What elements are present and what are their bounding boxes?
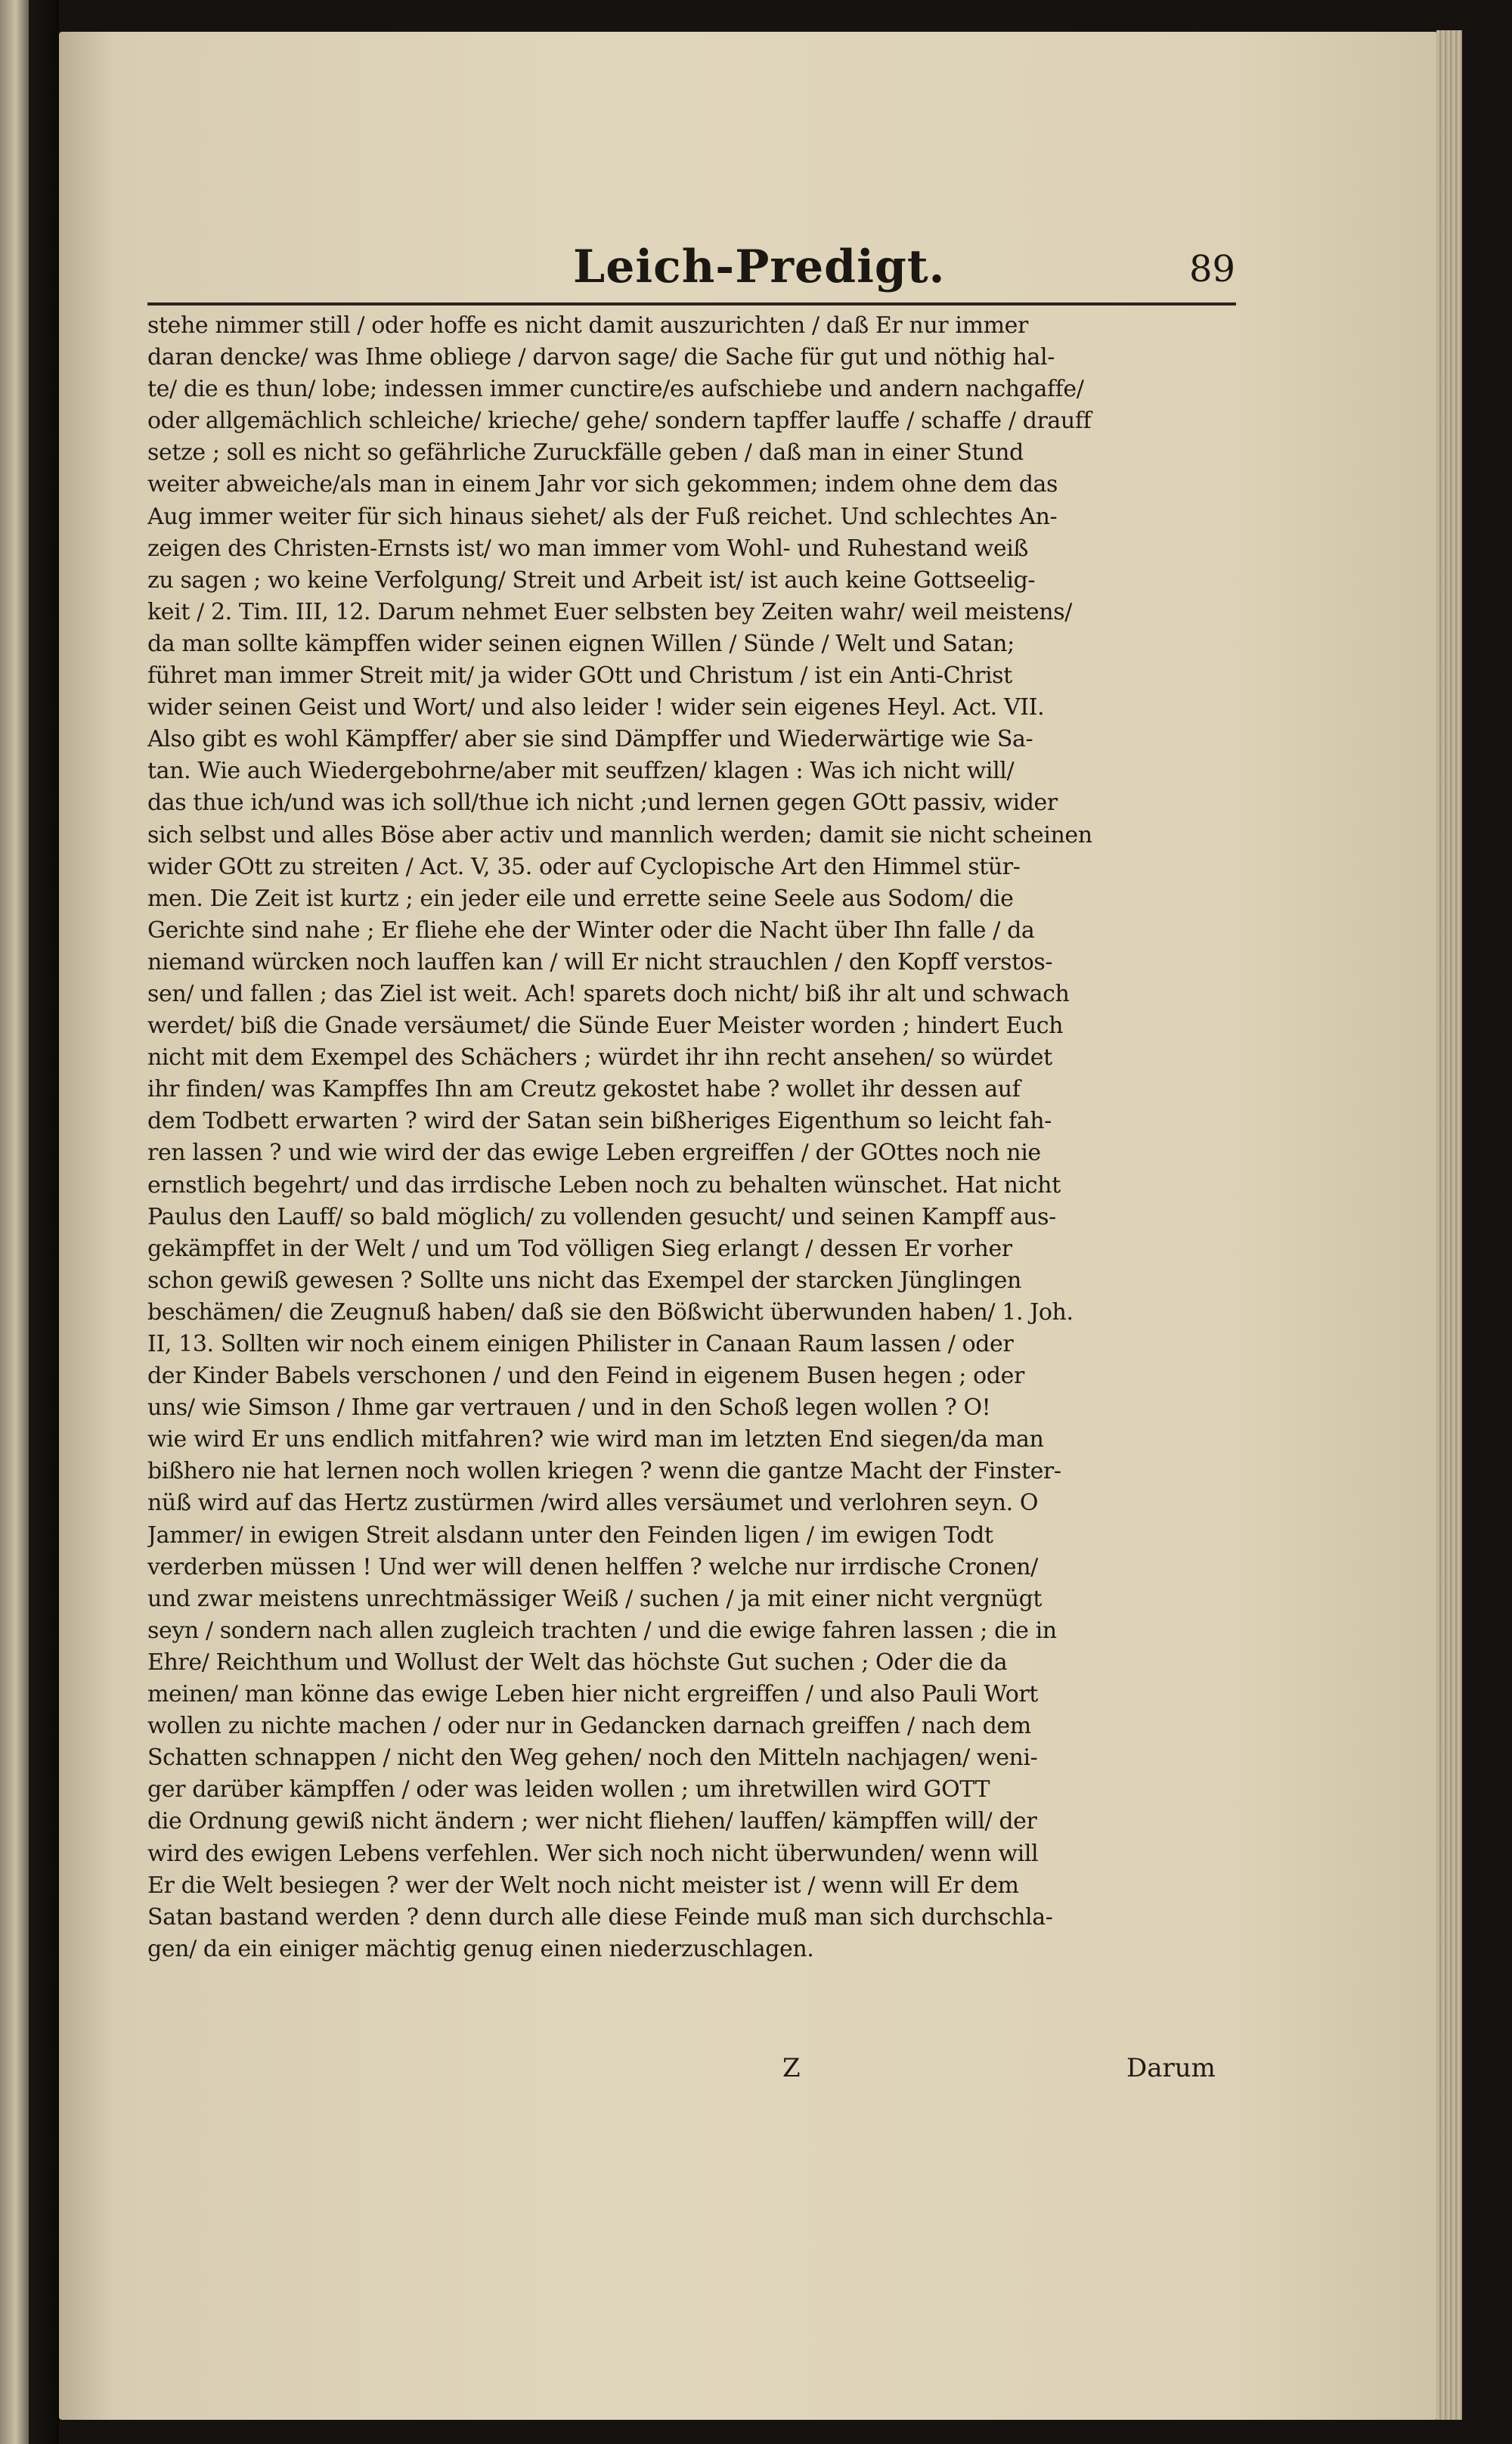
text-line: te/ die es thun/ lobe; indessen immer cunctire/es aufschiebe und andern nachgaffe/	[147, 376, 1084, 403]
page-footer	[147, 2053, 1236, 2098]
text-line: Gerichte sind nahe ; Er fliehe ehe der Winter oder die Nacht über Ihn falle / da	[147, 916, 1035, 944]
left-page-edge	[0, 0, 29, 2444]
text-block	[147, 310, 1236, 1965]
text-line: niemand würcken noch lauffen kan / will Er nicht strauchlen / den Kopff verstos-	[147, 948, 1053, 975]
text-line: nüß wird auf das Hertz zustürmen /wird alles versäumet und verlohren seyn. O	[147, 1490, 1039, 1517]
text-line: ger darüber kämpffen / oder was leiden wollen ; um ihretwillen wird GOTT	[147, 1776, 990, 1804]
text-line: schon gewiß gewesen ? Sollte uns nicht das Exempel der starcken Jünglingen	[147, 1267, 1021, 1294]
page-edges	[1436, 30, 1462, 2420]
catchword: Darum	[1126, 2053, 1216, 2083]
text-line: gekämpffet in der Welt / und um Tod völligen Sieg erlangt / dessen Er vorher	[147, 1235, 1012, 1262]
text-line: ihr finden/ was Kampffes Ihn am Creutz gekostet habe ? wollet ihr dessen auf	[147, 1076, 1021, 1103]
text-line: Paulus den Lauff/ so bald möglich/ zu vollenden gesucht/ und seinen Kampff aus-	[147, 1203, 1056, 1230]
text-line: tan. Wie auch Wiedergebohrne/aber mit seuffzen/ klagen : Was ich nicht will/	[147, 758, 1015, 785]
text-line: Jammer/ in ewigen Streit alsdann unter den Feinden ligen / im ewigen Todt	[147, 1521, 993, 1549]
running-title: Leich-Predigt.	[573, 240, 946, 293]
text-line: ernstlich begehrt/ und das irrdische Leben noch zu behalten wünschet. Hat nicht	[147, 1171, 1061, 1199]
text-line: der Kinder Babels verschonen / und den Feind in eigenem Busen hegen ; oder	[147, 1363, 1024, 1390]
text-line: die Ordnung gewiß nicht ändern ; wer nicht fliehen/ lauffen/ kämpffen will/ der	[147, 1808, 1037, 1835]
header-rule	[147, 302, 1236, 306]
text-line: wider seinen Geist und Wort/ und also leider ! wider sein eigenes Heyl. Act. VII.	[147, 694, 1045, 721]
text-line: bißhero nie hat lernen noch wollen kriegen ? wenn die gantze Macht der Finster-	[147, 1458, 1061, 1485]
text-line: men. Die Zeit ist kurtz ; ein jeder eile und errette seine Seele aus Sodom/ die	[147, 885, 1014, 912]
text-line: sich selbst und alles Böse aber activ und mannlich werden; damit sie nicht scheinen	[147, 821, 1092, 848]
signature-mark: Z	[782, 2053, 801, 2083]
text-line: weiter abweiche/als man in einem Jahr vor sich gekommen; indem ohne dem das	[147, 471, 1058, 498]
text-line: verderben müssen ! Und wer will denen helffen ? welche nur irrdische Cronen/	[147, 1553, 1038, 1580]
text-line: sen/ und fallen ; das Ziel ist weit. Ach! sparets doch nicht/ biß ihr alt und schwach	[147, 980, 1070, 1007]
text-line: II, 13. Sollten wir noch einem einigen Philister in Canaan Raum lassen / oder	[147, 1331, 1014, 1357]
text-line: Also gibt es wohl Kämpffer/ aber sie sind Dämpffer und Wiederwärtige wie Sa-	[147, 726, 1033, 753]
text-line: das thue ich/und was ich soll/thue ich nicht ;und lernen gegen GOtt passiv, wider	[147, 789, 1058, 817]
text-line: gen/ da ein einiger mächtig genug einen niederzuschlagen.	[147, 1935, 814, 1962]
text-line: stehe nimmer still / oder hoffe es nicht damit auszurichten / daß Er nur immer	[147, 312, 1028, 339]
text-line: wird des ewigen Lebens verfehlen. Wer sich noch nicht überwunden/ wenn will	[147, 1840, 1039, 1867]
text-line: Aug immer weiter für sich hinaus siehet/ als der Fuß reichet. Und schlechtes An-	[147, 503, 1058, 530]
text-line: meinen/ man könne das ewige Leben hier nicht ergreiffen / und also Pauli Wort	[147, 1681, 1038, 1708]
text-line: Ehre/ Reichthum und Wollust der Welt das höchste Gut suchen ; Oder die da	[147, 1648, 1008, 1676]
text-line: oder allgemächlich schleiche/ krieche/ gehe/ sondern tapffer lauffe / schaffe / drauff	[147, 408, 1092, 435]
text-line: wider GOtt zu streiten / Act. V, 35. oder auf Cyclopische Art den Himmel stür-	[147, 853, 1021, 880]
text-line: werdet/ biß die Gnade versäumet/ die Sünde Euer Meister worden ; hindert Euch	[147, 1013, 1064, 1040]
text-line: keit / 2. Tim. III, 12. Darum nehmet Euer selbsten bey Zeiten wahr/ weil meistens/	[147, 598, 1072, 625]
text-line: wie wird Er uns endlich mitfahren? wie wird man im letzten End siegen/da man	[147, 1426, 1044, 1453]
text-line: uns/ wie Simson / Ihme gar vertrauen / und in den Schoß legen wollen ? O!	[147, 1394, 991, 1422]
text-line: Er die Welt besiegen ? wer der Welt noch nicht meister ist / wenn will Er dem	[147, 1872, 1019, 1899]
text-line: Satan bastand werden ? denn durch alle diese Feinde muß man sich durchschla-	[147, 1903, 1053, 1931]
book-gutter	[29, 0, 59, 2444]
text-line: wollen zu nichte machen / oder nur in Gedancken darnach greiffen / nach dem	[147, 1713, 1031, 1740]
page-number: 89	[1189, 248, 1236, 290]
text-line: dem Todbett erwarten ? wird der Satan sein bißheriges Eigenthum so leicht fah-	[147, 1108, 1052, 1135]
text-line: zu sagen ; wo keine Verfolgung/ Streit und Arbeit ist/ ist auch keine Gottseelig-	[147, 566, 1036, 594]
page-header	[93, 240, 1242, 301]
text-line: Schatten schnappen / nicht den Weg gehen/ noch den Mitteln nachjagen/ weni-	[147, 1745, 1038, 1772]
text-line: daran dencke/ was Ihme obliege / darvon sage/ die Sache für gut und nöthig hal-	[147, 344, 1055, 371]
text-line: nicht mit dem Exempel des Schächers ; würdet ihr ihn recht ansehen/ so würdet	[147, 1044, 1052, 1072]
text-line: und zwar meistens unrechtmässiger Weiß / suchen / ja mit einer nicht vergnügt	[147, 1585, 1043, 1612]
text-line: zeigen des Christen-Ernsts ist/ wo man immer vom Wohl- und Ruhestand weiß	[147, 535, 1029, 562]
text-line: da man sollte kämpffen wider seinen eignen Willen / Sünde / Welt und Satan;	[147, 630, 1015, 657]
text-line: seyn / sondern nach allen zugleich trachten / und die ewige fahren lassen ; die in	[147, 1617, 1057, 1644]
text-line: ren lassen ? und wie wird der das ewige Leben ergreiffen / der GOttes noch nie	[147, 1140, 1041, 1167]
text-line: setze ; soll es nicht so gefährliche Zuruckfälle geben / daß man in einer Stund	[147, 439, 1024, 467]
text-line: beschämen/ die Zeugnuß haben/ daß sie den Bößwicht überwunden haben/ 1. Joh.	[147, 1298, 1074, 1326]
text-line: führet man immer Streit mit/ ja wider GOtt und Christum / ist ein Anti-Christ	[147, 662, 1012, 690]
